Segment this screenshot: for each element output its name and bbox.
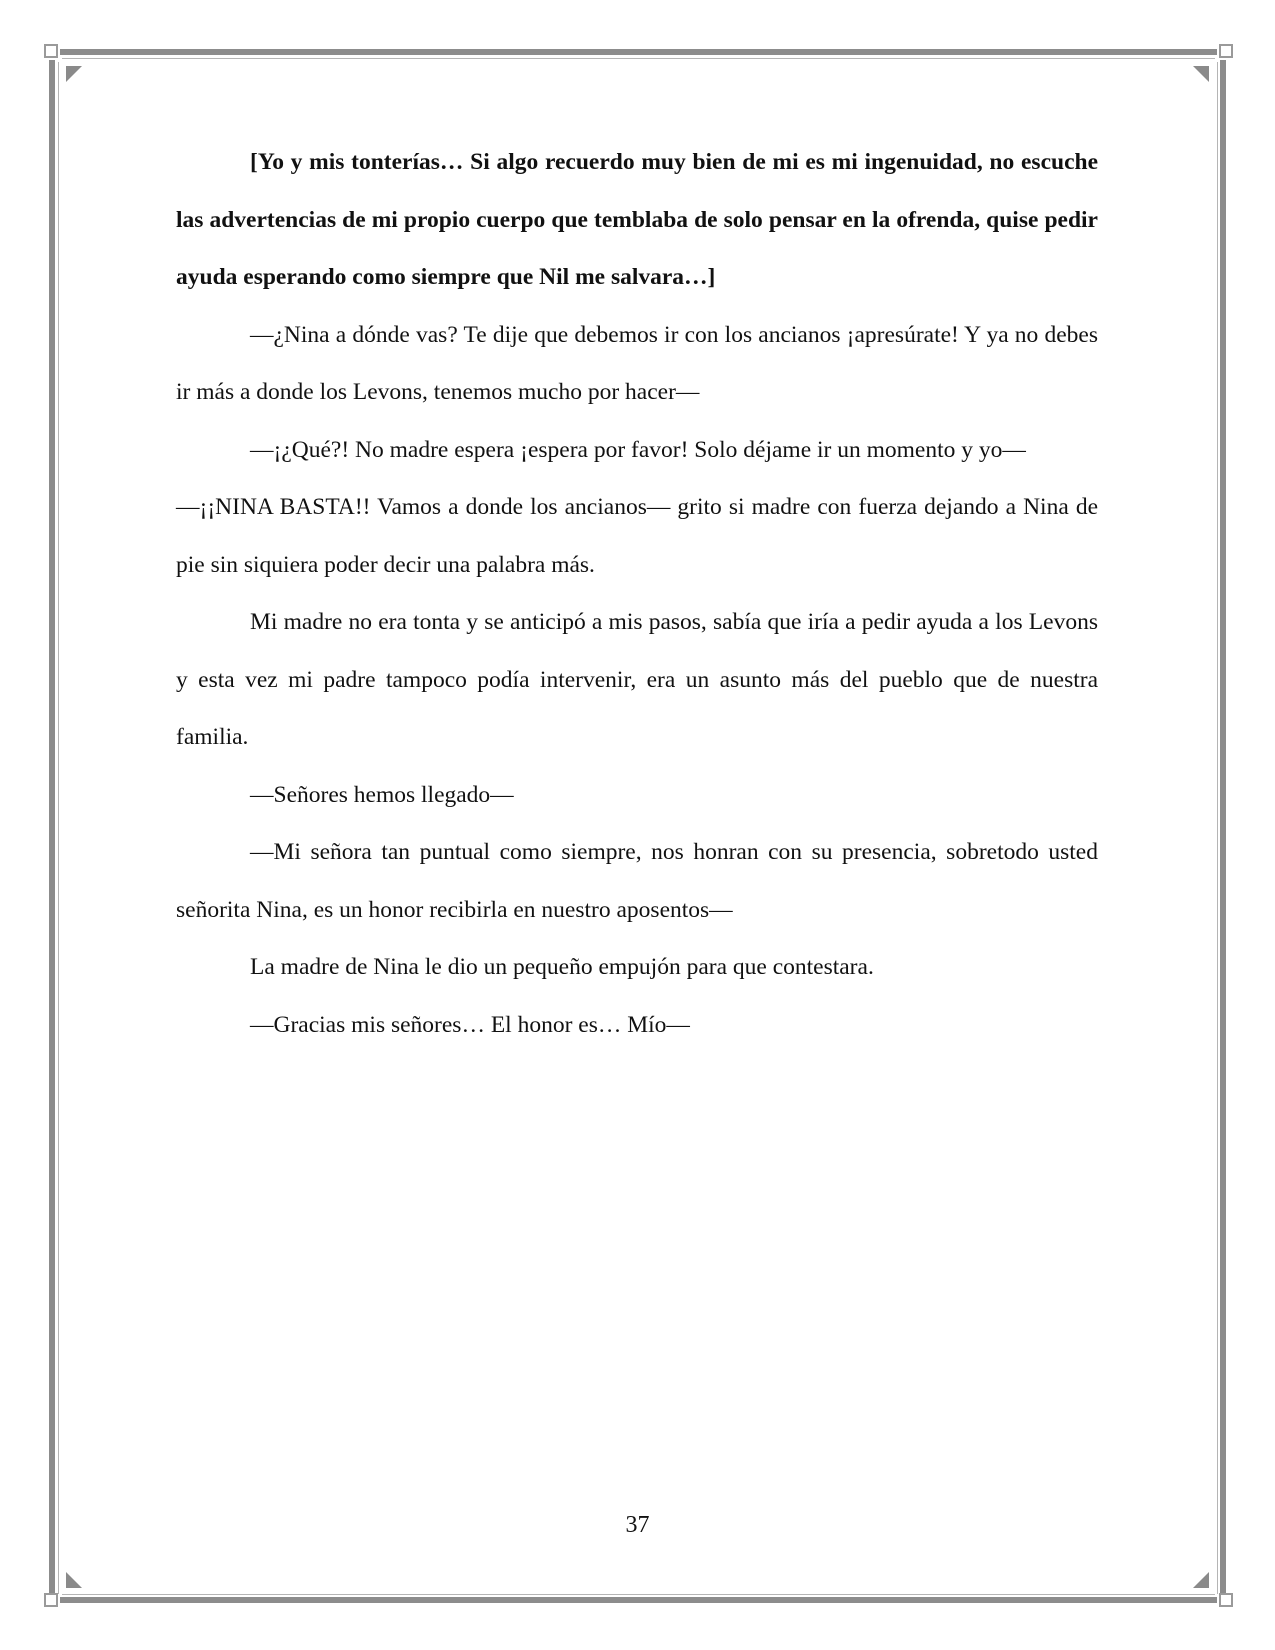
- frame-bottom-border: [60, 1597, 1217, 1603]
- corner-ornament-bottom-right: [1219, 1593, 1233, 1607]
- frame-left-border: [49, 60, 55, 1597]
- paragraph: —¡¿Qué?! No madre espera ¡espera por favor! Solo déjame ir un momento y yo—: [250, 436, 1026, 463]
- frame-inner-right: [1217, 62, 1218, 1594]
- frame-inner-left: [58, 62, 59, 1594]
- corner-ornament-top-left: [44, 44, 58, 58]
- paragraph: —Mi señora tan puntual como siempre, nos honran con su presencia, sobretodo usted señorita Nina, es un honor recibirla en nuestro aposentos—: [176, 839, 1098, 923]
- paragraph: Mi madre no era tonta y se anticipó a mis pasos, sabía que iría a pedir ayuda a los Levons y esta vez mi padre tampoco podía intervenir, era un asunto más del pueblo que de nuestra familia.: [176, 609, 1098, 750]
- frame-inner-bottom: [62, 1594, 1215, 1595]
- corner-triangle-bottom-right: [1193, 1572, 1209, 1588]
- paragraph: —Gracias mis señores… El honor es… Mío—: [250, 1011, 690, 1038]
- paragraph: —¿Nina a dónde vas? Te dije que debemos ir con los ancianos ¡apresúrate! Y ya no debes ir más a donde los Levons, tenemos mucho por hacer—: [176, 321, 1098, 405]
- paragraph: La madre de Nina le dio un pequeño empujón para que contestara.: [250, 954, 874, 980]
- frame-inner-top: [62, 58, 1215, 59]
- page-body: [176, 134, 1098, 1054]
- frame-top-border: [60, 49, 1217, 55]
- corner-triangle-top-left: [66, 66, 82, 82]
- paragraph: —Señores hemos llegado—: [250, 781, 514, 808]
- paragraph-bold-intro: [Yo y mis tonterías… Si algo recuerdo muy bien de mi es mi ingenuidad, no escuche las advertencias de mi propio cuerpo que temblaba de solo pensar en la ofrenda, quise pedir ayuda esperando como siempre que Nil me salvara…]: [176, 149, 1098, 290]
- corner-triangle-bottom-left: [66, 1572, 82, 1588]
- corner-ornament-top-right: [1219, 44, 1233, 58]
- corner-ornament-bottom-left: [44, 1593, 58, 1607]
- frame-right-border: [1220, 60, 1226, 1597]
- paragraph: —¡¡NINA BASTA!! Vamos a donde los ancianos— grito si madre con fuerza dejando a Nina de pie sin siquiera poder decir una palabra más.: [176, 494, 1098, 578]
- corner-triangle-top-right: [1193, 66, 1209, 82]
- page-number: 37: [625, 1512, 650, 1538]
